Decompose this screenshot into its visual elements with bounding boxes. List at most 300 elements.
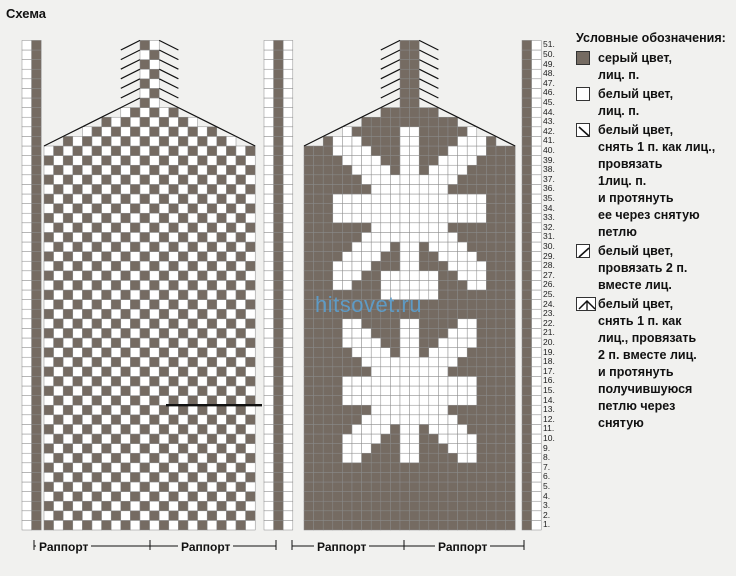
stitch-cell bbox=[371, 434, 381, 444]
stitch-cell bbox=[82, 223, 92, 233]
stitch-cell bbox=[477, 223, 487, 233]
stitch-cell bbox=[150, 40, 160, 50]
stitch-cell bbox=[381, 117, 391, 127]
stitch-cell bbox=[496, 213, 506, 223]
stitch-cell bbox=[477, 386, 487, 396]
stitch-cell bbox=[246, 338, 256, 348]
stitch-cell bbox=[352, 261, 362, 271]
stitch-cell bbox=[140, 127, 150, 137]
stitch-cell bbox=[264, 108, 274, 118]
stitch-cell bbox=[390, 213, 400, 223]
stitch-cell bbox=[159, 415, 169, 425]
stitch-cell bbox=[477, 434, 487, 444]
stitch-cell bbox=[188, 232, 198, 242]
stitch-cell bbox=[506, 463, 516, 473]
stitch-cell bbox=[419, 271, 429, 281]
stitch-cell bbox=[429, 511, 439, 521]
stitch-cell bbox=[73, 300, 83, 310]
stitch-cell bbox=[448, 117, 458, 127]
decrease-line bbox=[159, 88, 178, 98]
stitch-cell bbox=[381, 511, 391, 521]
legend-text: белый цвет, снять 1 п. как лиц., провязать 2 п. вместе лиц. и протянуть получившуюся петлю через снятую bbox=[598, 297, 697, 430]
stitch-cell bbox=[207, 328, 217, 338]
stitch-cell bbox=[178, 136, 188, 146]
stitch-cell bbox=[102, 242, 112, 252]
stitch-cell bbox=[477, 213, 487, 223]
stitch-cell bbox=[82, 280, 92, 290]
stitch-cell bbox=[410, 204, 420, 214]
stitch-cell bbox=[467, 194, 477, 204]
stitch-cell bbox=[522, 444, 532, 454]
row-number: 5. bbox=[543, 481, 551, 491]
stitch-cell bbox=[246, 165, 256, 175]
stitch-cell bbox=[467, 415, 477, 425]
stitch-cell bbox=[178, 146, 188, 156]
stitch-cell bbox=[188, 415, 198, 425]
stitch-cell bbox=[429, 444, 439, 454]
stitch-cell bbox=[419, 194, 429, 204]
stitch-cell bbox=[44, 184, 54, 194]
stitch-cell bbox=[236, 492, 246, 502]
stitch-cell bbox=[150, 242, 160, 252]
stitch-cell bbox=[264, 328, 274, 338]
stitch-cell bbox=[400, 79, 410, 89]
stitch-cell bbox=[448, 156, 458, 166]
stitch-cell bbox=[111, 396, 121, 406]
stitch-cell bbox=[458, 338, 468, 348]
stitch-cell bbox=[169, 117, 179, 127]
stitch-cell bbox=[63, 520, 73, 530]
stitch-cell bbox=[32, 444, 42, 454]
stitch-cell bbox=[82, 405, 92, 415]
stitch-cell bbox=[217, 136, 227, 146]
stitch-cell bbox=[111, 338, 121, 348]
stitch-cell bbox=[532, 405, 542, 415]
stitch-cell bbox=[264, 194, 274, 204]
stitch-cell bbox=[178, 482, 188, 492]
stitch-cell bbox=[159, 386, 169, 396]
stitch-cell bbox=[342, 463, 352, 473]
stitch-cell bbox=[22, 232, 32, 242]
stitch-cell bbox=[226, 175, 236, 185]
stitch-cell bbox=[352, 511, 362, 521]
stitch-cell bbox=[73, 357, 83, 367]
stitch-cell bbox=[458, 492, 468, 502]
stitch-cell bbox=[522, 194, 532, 204]
stitch-cell bbox=[73, 309, 83, 319]
stitch-cell bbox=[304, 319, 314, 329]
stitch-cell bbox=[283, 271, 293, 281]
stitch-cell bbox=[236, 328, 246, 338]
stitch-cell bbox=[400, 60, 410, 70]
stitch-cell bbox=[496, 396, 506, 406]
stitch-cell bbox=[236, 165, 246, 175]
legend-text: белый цвет, провязать 2 п. вместе лиц. bbox=[598, 244, 688, 292]
row-number: 50. bbox=[543, 49, 555, 59]
stitch-cell bbox=[159, 511, 169, 521]
stitch-cell bbox=[477, 367, 487, 377]
stitch-cell bbox=[429, 223, 439, 233]
stitch-cell bbox=[150, 472, 160, 482]
stitch-cell bbox=[198, 290, 208, 300]
stitch-cell bbox=[333, 223, 343, 233]
stitch-cell bbox=[496, 357, 506, 367]
stitch-cell bbox=[207, 386, 217, 396]
stitch-cell bbox=[438, 261, 448, 271]
stitch-cell bbox=[22, 223, 32, 233]
stitch-cell bbox=[390, 348, 400, 358]
stitch-cell bbox=[236, 453, 246, 463]
stitch-cell bbox=[226, 204, 236, 214]
stitch-cell bbox=[381, 194, 391, 204]
stitch-cell bbox=[178, 242, 188, 252]
stitch-cell bbox=[486, 175, 496, 185]
stitch-cell bbox=[32, 242, 42, 252]
stitch-cell bbox=[159, 146, 169, 156]
stitch-cell bbox=[140, 136, 150, 146]
stitch-cell bbox=[217, 232, 227, 242]
stitch-cell bbox=[486, 204, 496, 214]
stitch-cell bbox=[44, 367, 54, 377]
stitch-cell bbox=[236, 184, 246, 194]
stitch-cell bbox=[458, 165, 468, 175]
stitch-cell bbox=[333, 328, 343, 338]
stitch-cell bbox=[150, 309, 160, 319]
stitch-cell bbox=[121, 319, 131, 329]
stitch-cell bbox=[467, 444, 477, 454]
stitch-cell bbox=[102, 146, 112, 156]
stitch-cell bbox=[130, 213, 140, 223]
stitch-cell bbox=[429, 348, 439, 358]
stitch-cell bbox=[246, 290, 256, 300]
stitch-cell bbox=[448, 213, 458, 223]
stitch-cell bbox=[63, 252, 73, 262]
stitch-cell bbox=[63, 290, 73, 300]
stitch-cell bbox=[283, 501, 293, 511]
stitch-cell bbox=[188, 453, 198, 463]
stitch-cell bbox=[532, 444, 542, 454]
stitch-cell bbox=[304, 213, 314, 223]
stitch-cell bbox=[486, 271, 496, 281]
stitch-cell bbox=[159, 213, 169, 223]
stitch-cell bbox=[458, 511, 468, 521]
stitch-cell bbox=[496, 300, 506, 310]
stitch-cell bbox=[63, 175, 73, 185]
stitch-cell bbox=[140, 348, 150, 358]
stitch-cell bbox=[111, 184, 121, 194]
stitch-cell bbox=[44, 338, 54, 348]
stitch-cell bbox=[140, 98, 150, 108]
stitch-cell bbox=[159, 242, 169, 252]
stitch-cell bbox=[111, 117, 121, 127]
stitch-cell bbox=[371, 453, 381, 463]
stitch-cell bbox=[92, 175, 102, 185]
stitch-cell bbox=[207, 156, 217, 166]
stitch-cell bbox=[207, 309, 217, 319]
stitch-cell bbox=[429, 146, 439, 156]
stitch-cell bbox=[371, 338, 381, 348]
stitch-cell bbox=[448, 396, 458, 406]
stitch-cell bbox=[314, 194, 324, 204]
stitch-cell bbox=[522, 520, 532, 530]
stitch-cell bbox=[140, 386, 150, 396]
stitch-cell bbox=[264, 98, 274, 108]
stitch-cell bbox=[178, 415, 188, 425]
stitch-cell bbox=[246, 415, 256, 425]
stitch-cell bbox=[477, 156, 487, 166]
stitch-cell bbox=[371, 223, 381, 233]
stitch-cell bbox=[448, 242, 458, 252]
stitch-cell bbox=[362, 271, 372, 281]
stitch-cell bbox=[150, 127, 160, 137]
stitch-cell bbox=[371, 127, 381, 137]
stitch-cell bbox=[32, 386, 42, 396]
stitch-cell bbox=[410, 396, 420, 406]
stitch-cell bbox=[467, 328, 477, 338]
stitch-cell bbox=[111, 501, 121, 511]
stitch-cell bbox=[246, 156, 256, 166]
stitch-cell bbox=[323, 511, 333, 521]
stitch-cell bbox=[323, 223, 333, 233]
stitch-cell bbox=[22, 261, 32, 271]
stitch-cell bbox=[486, 376, 496, 386]
stitch-cell bbox=[217, 367, 227, 377]
stitch-cell bbox=[352, 136, 362, 146]
decrease-line bbox=[159, 98, 178, 108]
stitch-cell bbox=[522, 242, 532, 252]
stitch-cell bbox=[63, 213, 73, 223]
stitch-cell bbox=[371, 213, 381, 223]
stitch-cell bbox=[82, 156, 92, 166]
stitch-cell bbox=[236, 357, 246, 367]
stitch-cell bbox=[226, 463, 236, 473]
stitch-cell bbox=[178, 520, 188, 530]
stitch-cell bbox=[73, 482, 83, 492]
watermark: hitsovet.ru bbox=[315, 292, 422, 317]
stitch-cell bbox=[381, 271, 391, 281]
stitch-cell bbox=[448, 338, 458, 348]
stitch-cell bbox=[188, 252, 198, 262]
stitch-cell bbox=[111, 146, 121, 156]
stitch-cell bbox=[410, 415, 420, 425]
stitch-cell bbox=[467, 309, 477, 319]
stitch-cell bbox=[159, 434, 169, 444]
stitch-cell bbox=[22, 511, 32, 521]
stitch-cell bbox=[283, 204, 293, 214]
stitch-cell bbox=[448, 300, 458, 310]
stitch-cell bbox=[217, 280, 227, 290]
stitch-cell bbox=[140, 472, 150, 482]
stitch-cell bbox=[371, 424, 381, 434]
stitch-cell bbox=[323, 492, 333, 502]
stitch-cell bbox=[274, 405, 284, 415]
stitch-cell bbox=[283, 424, 293, 434]
stitch-cell bbox=[159, 424, 169, 434]
stitch-cell bbox=[400, 434, 410, 444]
stitch-cell bbox=[92, 405, 102, 415]
stitch-cell bbox=[217, 319, 227, 329]
stitch-cell bbox=[150, 405, 160, 415]
stitch-cell bbox=[130, 520, 140, 530]
stitch-cell bbox=[429, 127, 439, 137]
stitch-cell bbox=[236, 252, 246, 262]
stitch-cell bbox=[226, 242, 236, 252]
stitch-cell bbox=[283, 252, 293, 262]
stitch-cell bbox=[352, 184, 362, 194]
row-number: 13. bbox=[543, 404, 555, 415]
stitch-cell bbox=[371, 117, 381, 127]
decrease-line bbox=[381, 40, 400, 50]
stitch-cell bbox=[429, 136, 439, 146]
stitch-cell bbox=[486, 492, 496, 502]
stitch-cell bbox=[314, 501, 324, 511]
stitch-cell bbox=[419, 242, 429, 252]
stitch-cell bbox=[274, 213, 284, 223]
stitch-cell bbox=[92, 376, 102, 386]
stitch-cell bbox=[159, 367, 169, 377]
stitch-cell bbox=[283, 108, 293, 118]
stitch-cell bbox=[467, 156, 477, 166]
stitch-cell bbox=[150, 165, 160, 175]
stitch-cell bbox=[458, 261, 468, 271]
stitch-cell bbox=[410, 88, 420, 98]
stitch-cell bbox=[458, 357, 468, 367]
stitch-cell bbox=[410, 434, 420, 444]
stitch-cell bbox=[429, 357, 439, 367]
stitch-cell bbox=[496, 434, 506, 444]
stitch-cell bbox=[159, 261, 169, 271]
stitch-cell bbox=[410, 40, 420, 50]
stitch-cell bbox=[121, 367, 131, 377]
stitch-cell bbox=[169, 357, 179, 367]
stitch-cell bbox=[92, 396, 102, 406]
stitch-cell bbox=[522, 396, 532, 406]
stitch-cell bbox=[217, 482, 227, 492]
stitch-cell bbox=[419, 520, 429, 530]
stitch-cell bbox=[458, 309, 468, 319]
stitch-cell bbox=[188, 136, 198, 146]
stitch-cell bbox=[207, 223, 217, 233]
stitch-cell bbox=[400, 319, 410, 329]
stitch-cell bbox=[274, 501, 284, 511]
stitch-cell bbox=[304, 338, 314, 348]
stitch-cell bbox=[371, 242, 381, 252]
stitch-cell bbox=[22, 184, 32, 194]
stitch-cell bbox=[304, 280, 314, 290]
stitch-cell bbox=[207, 290, 217, 300]
stitch-cell bbox=[22, 271, 32, 281]
stitch-cell bbox=[246, 453, 256, 463]
stitch-cell bbox=[400, 117, 410, 127]
stitch-cell bbox=[226, 424, 236, 434]
stitch-cell bbox=[274, 319, 284, 329]
stitch-cell bbox=[283, 50, 293, 60]
stitch-cell bbox=[304, 309, 314, 319]
stitch-cell bbox=[458, 280, 468, 290]
stitch-cell bbox=[82, 348, 92, 358]
stitch-cell bbox=[102, 223, 112, 233]
stitch-cell bbox=[458, 472, 468, 482]
stitch-cell bbox=[264, 213, 274, 223]
stitch-cell bbox=[323, 261, 333, 271]
stitch-cell bbox=[410, 136, 420, 146]
stitch-cell bbox=[92, 472, 102, 482]
stitch-cell bbox=[486, 252, 496, 262]
stitch-cell bbox=[22, 146, 32, 156]
stitch-cell bbox=[274, 444, 284, 454]
stitch-cell bbox=[419, 348, 429, 358]
stitch-cell bbox=[448, 194, 458, 204]
stitch-cell bbox=[226, 338, 236, 348]
stitch-cell bbox=[130, 415, 140, 425]
stitch-cell bbox=[22, 165, 32, 175]
stitch-cell bbox=[102, 367, 112, 377]
stitch-cell bbox=[264, 367, 274, 377]
stitch-cell bbox=[314, 434, 324, 444]
stitch-cell bbox=[467, 367, 477, 377]
stitch-cell bbox=[150, 194, 160, 204]
stitch-cell bbox=[532, 213, 542, 223]
chart-mitten-left bbox=[44, 40, 255, 530]
stitch-cell bbox=[274, 348, 284, 358]
stitch-cell bbox=[429, 492, 439, 502]
stitch-cell bbox=[429, 338, 439, 348]
stitch-cell bbox=[32, 175, 42, 185]
stitch-cell bbox=[438, 386, 448, 396]
stitch-cell bbox=[198, 146, 208, 156]
stitch-cell bbox=[54, 348, 64, 358]
stitch-cell bbox=[169, 165, 179, 175]
stitch-cell bbox=[522, 472, 532, 482]
stitch-cell bbox=[178, 348, 188, 358]
stitch-cell bbox=[92, 434, 102, 444]
stitch-cell bbox=[458, 328, 468, 338]
stitch-cell bbox=[448, 424, 458, 434]
stitch-cell bbox=[236, 444, 246, 454]
stitch-cell bbox=[246, 261, 256, 271]
stitch-cell bbox=[63, 348, 73, 358]
stitch-cell bbox=[150, 156, 160, 166]
stitch-cell bbox=[438, 463, 448, 473]
stitch-cell bbox=[419, 501, 429, 511]
stitch-cell bbox=[169, 434, 179, 444]
stitch-cell bbox=[362, 165, 372, 175]
stitch-cell bbox=[390, 127, 400, 137]
stitch-cell bbox=[486, 319, 496, 329]
stitch-cell bbox=[323, 472, 333, 482]
stitch-cell bbox=[304, 386, 314, 396]
stitch-cell bbox=[63, 136, 73, 146]
row-number: 7. bbox=[543, 461, 551, 472]
stitch-cell bbox=[92, 194, 102, 204]
stitch-cell bbox=[207, 492, 217, 502]
stitch-cell bbox=[54, 156, 64, 166]
stitch-cell bbox=[82, 482, 92, 492]
stitch-cell bbox=[371, 328, 381, 338]
stitch-cell bbox=[22, 434, 32, 444]
stitch-cell bbox=[274, 165, 284, 175]
stitch-cell bbox=[477, 415, 487, 425]
stitch-cell bbox=[342, 415, 352, 425]
stitch-cell bbox=[82, 194, 92, 204]
stitch-cell bbox=[92, 127, 102, 137]
stitch-cell bbox=[314, 357, 324, 367]
stitch-cell bbox=[304, 232, 314, 242]
row-number: 38. bbox=[543, 164, 555, 175]
stitch-cell bbox=[54, 146, 64, 156]
stitch-cell bbox=[22, 405, 32, 415]
stitch-cell bbox=[188, 300, 198, 310]
